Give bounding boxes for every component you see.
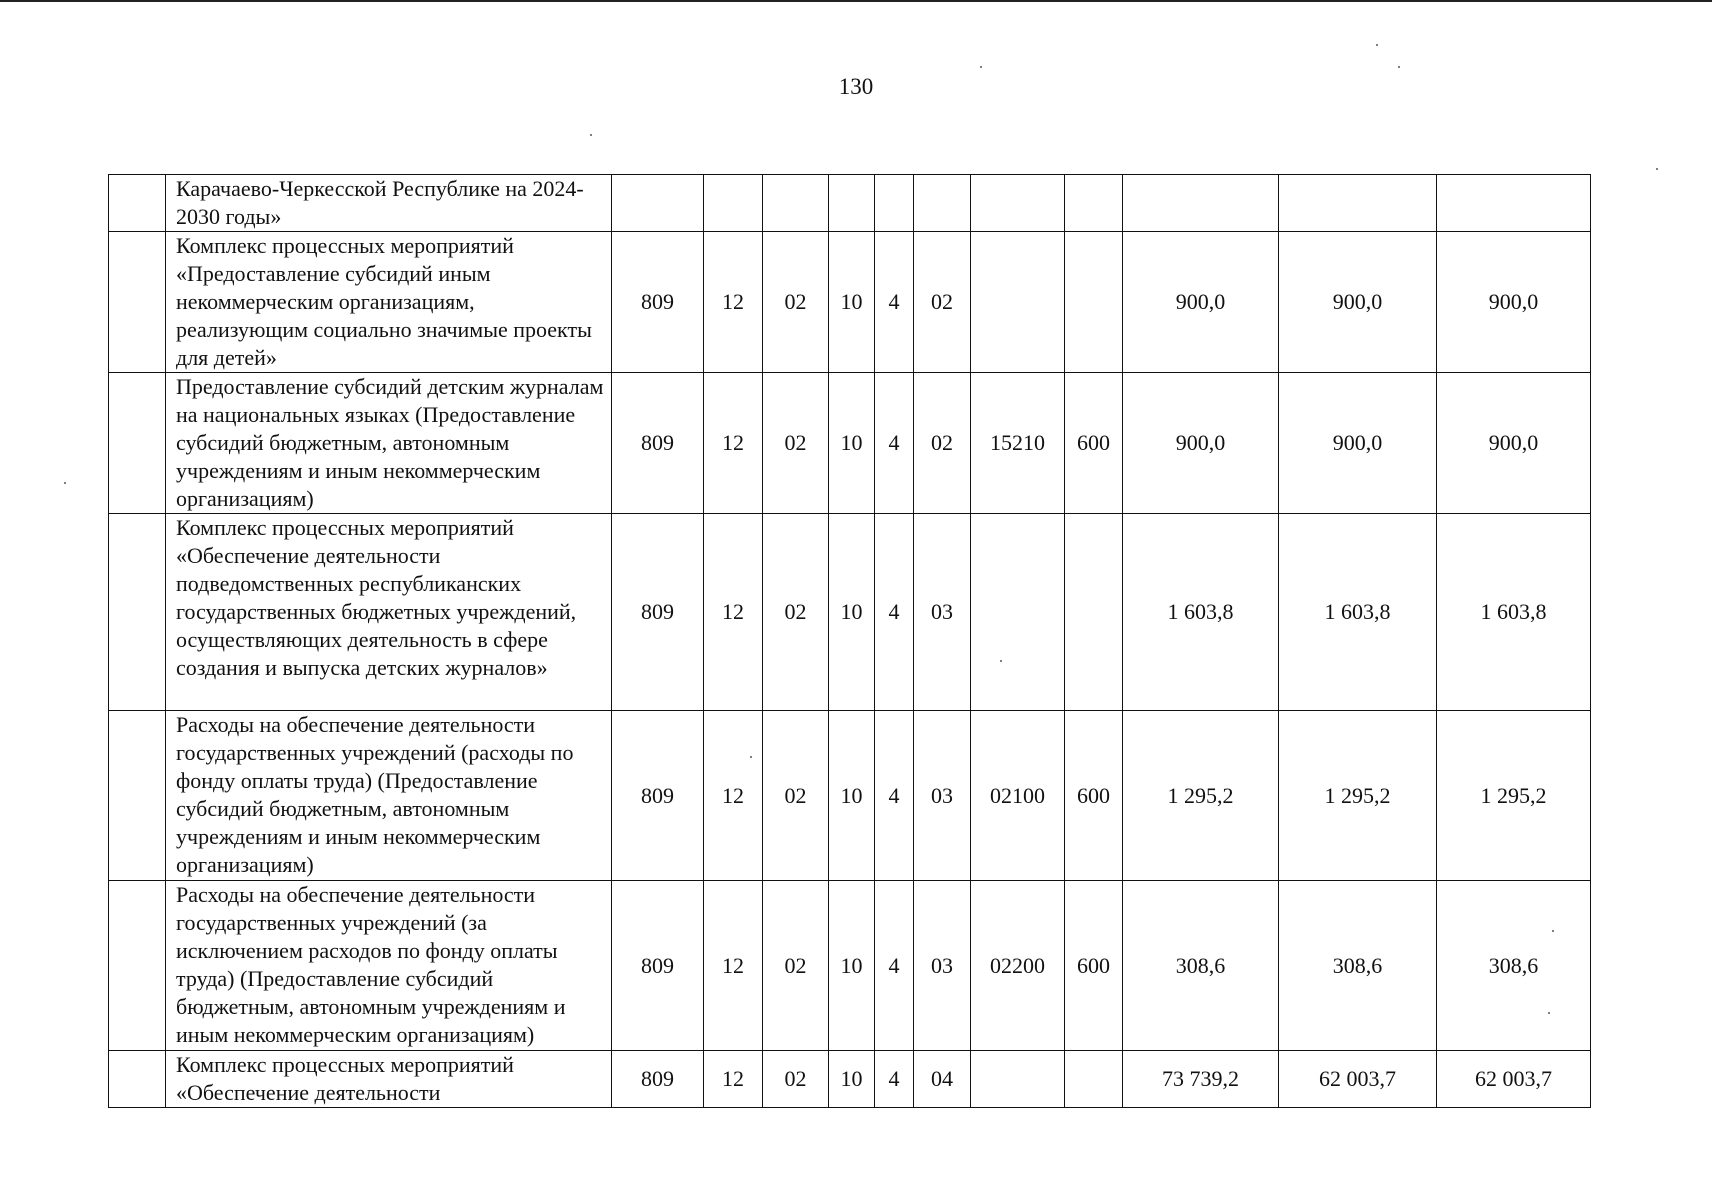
table-row [109, 175, 1591, 232]
subsection-code-cell: 02 [763, 232, 829, 373]
type-code-cell: 4 [875, 1051, 914, 1108]
table-row [109, 711, 1591, 881]
section-code-cell: 12 [704, 514, 763, 711]
budget-table [108, 174, 1591, 1108]
amount-year-2-cell: 900,0 [1279, 232, 1437, 373]
amount-year-3-cell: 62 003,7 [1437, 1051, 1591, 1108]
amount-year-1-cell: 1 603,8 [1123, 514, 1279, 711]
program-code-cell: 10 [829, 373, 875, 514]
amount-year-1-cell: 73 739,2 [1123, 1051, 1279, 1108]
ministry-code-cell: 809 [612, 373, 704, 514]
row-number-cell [109, 232, 166, 373]
row-number-cell [109, 711, 166, 881]
section-code-cell: 12 [704, 881, 763, 1051]
section-code-cell: 12 [704, 232, 763, 373]
amount-year-2-cell: 1 603,8 [1279, 514, 1437, 711]
ministry-code-cell: 809 [612, 711, 704, 881]
amount-year-2-cell: 1 295,2 [1279, 711, 1437, 881]
complex-code-cell: 02 [914, 373, 971, 514]
table-row [109, 881, 1591, 1051]
expense-type-cell [1065, 175, 1123, 232]
subsection-code-cell [763, 175, 829, 232]
description-cell: Предоставление субсидий детским журналам на национальных языках (Предоставление субсидий бюджетным, автономным учреждениям и иным некоммерческим организациям) [166, 373, 612, 514]
amount-year-2-cell: 900,0 [1279, 373, 1437, 514]
expense-type-cell: 600 [1065, 881, 1123, 1051]
amount-year-1-cell [1123, 175, 1279, 232]
table-row [109, 232, 1591, 373]
scan-speck [1376, 44, 1378, 46]
type-code-cell: 4 [875, 881, 914, 1051]
program-code-cell: 10 [829, 711, 875, 881]
table-row [109, 514, 1591, 711]
ministry-code-cell: 809 [612, 514, 704, 711]
row-number-cell [109, 514, 166, 711]
complex-code-cell [914, 175, 971, 232]
complex-code-cell: 02 [914, 232, 971, 373]
description-cell: Комплекс процессных мероприятий «Обеспечение деятельности подведомственных республиканских государственных бюджетных учреждений, осуществляющих деятельность в сфере создания и выпуска детских журналов» [166, 514, 612, 711]
description-cell: Комплекс процессных мероприятий «Предоставление субсидий иным некоммерческим организациям, реализующим социально значимые проекты для детей» [166, 232, 612, 373]
direction-code-cell: 02200 [971, 881, 1065, 1051]
amount-year-1-cell: 1 295,2 [1123, 711, 1279, 881]
amount-year-2-cell: 308,6 [1279, 881, 1437, 1051]
expense-type-cell [1065, 1051, 1123, 1108]
row-number-cell [109, 881, 166, 1051]
table-row [109, 1051, 1591, 1108]
amount-year-3-cell: 1 603,8 [1437, 514, 1591, 711]
direction-code-cell [971, 514, 1065, 711]
amount-year-3-cell: 900,0 [1437, 232, 1591, 373]
section-code-cell: 12 [704, 711, 763, 881]
description-cell: Карачаево-Черкесской Республике на 2024-2030 годы» [166, 175, 612, 232]
program-code-cell: 10 [829, 232, 875, 373]
subsection-code-cell: 02 [763, 373, 829, 514]
amount-year-3-cell: 308,6 [1437, 881, 1591, 1051]
ministry-code-cell: 809 [612, 1051, 704, 1108]
direction-code-cell: 15210 [971, 373, 1065, 514]
table-row [109, 373, 1591, 514]
type-code-cell: 4 [875, 711, 914, 881]
complex-code-cell: 04 [914, 1051, 971, 1108]
program-code-cell: 10 [829, 1051, 875, 1108]
type-code-cell: 4 [875, 514, 914, 711]
type-code-cell: 4 [875, 373, 914, 514]
scan-speck [980, 66, 982, 68]
direction-code-cell [971, 232, 1065, 373]
direction-code-cell [971, 175, 1065, 232]
scan-speck [590, 134, 592, 136]
complex-code-cell: 03 [914, 514, 971, 711]
row-number-cell [109, 175, 166, 232]
amount-year-2-cell [1279, 175, 1437, 232]
amount-year-1-cell: 900,0 [1123, 373, 1279, 514]
ministry-code-cell: 809 [612, 232, 704, 373]
row-number-cell [109, 1051, 166, 1108]
section-code-cell: 12 [704, 1051, 763, 1108]
program-code-cell [829, 175, 875, 232]
amount-year-3-cell: 1 295,2 [1437, 711, 1591, 881]
amount-year-1-cell: 308,6 [1123, 881, 1279, 1051]
subsection-code-cell: 02 [763, 711, 829, 881]
description-cell: Расходы на обеспечение деятельности государственных учреждений (за исключением расходов по фонду оплаты труда) (Предоставление субсидий бюджетным, автономным учреждениям и иным некоммерческим организациям) [166, 881, 612, 1051]
program-code-cell: 10 [829, 514, 875, 711]
expense-type-cell: 600 [1065, 711, 1123, 881]
amount-year-3-cell [1437, 175, 1591, 232]
type-code-cell: 4 [875, 232, 914, 373]
complex-code-cell: 03 [914, 881, 971, 1051]
amount-year-2-cell: 62 003,7 [1279, 1051, 1437, 1108]
row-number-cell [109, 373, 166, 514]
amount-year-1-cell: 900,0 [1123, 232, 1279, 373]
direction-code-cell [971, 1051, 1065, 1108]
complex-code-cell: 03 [914, 711, 971, 881]
subsection-code-cell: 02 [763, 514, 829, 711]
program-code-cell: 10 [829, 881, 875, 1051]
description-cell: Комплекс процессных мероприятий «Обеспечение деятельности [166, 1051, 612, 1108]
subsection-code-cell: 02 [763, 1051, 829, 1108]
direction-code-cell: 02100 [971, 711, 1065, 881]
expense-type-cell: 600 [1065, 373, 1123, 514]
scan-speck [1656, 168, 1658, 170]
ministry-code-cell: 809 [612, 881, 704, 1051]
section-code-cell: 12 [704, 373, 763, 514]
scan-speck [1398, 66, 1400, 68]
section-code-cell [704, 175, 763, 232]
type-code-cell [875, 175, 914, 232]
scan-top-edge [0, 0, 1712, 2]
page-number: 130 [838, 74, 874, 99]
scan-speck [64, 482, 66, 484]
expense-type-cell [1065, 514, 1123, 711]
ministry-code-cell [612, 175, 704, 232]
expense-type-cell [1065, 232, 1123, 373]
description-cell: Расходы на обеспечение деятельности государственных учреждений (расходы по фонду оплаты труда) (Предоставление субсидий бюджетным, автономным учреждениям и иным некоммерческим организациям) [166, 711, 612, 881]
subsection-code-cell: 02 [763, 881, 829, 1051]
amount-year-3-cell: 900,0 [1437, 373, 1591, 514]
